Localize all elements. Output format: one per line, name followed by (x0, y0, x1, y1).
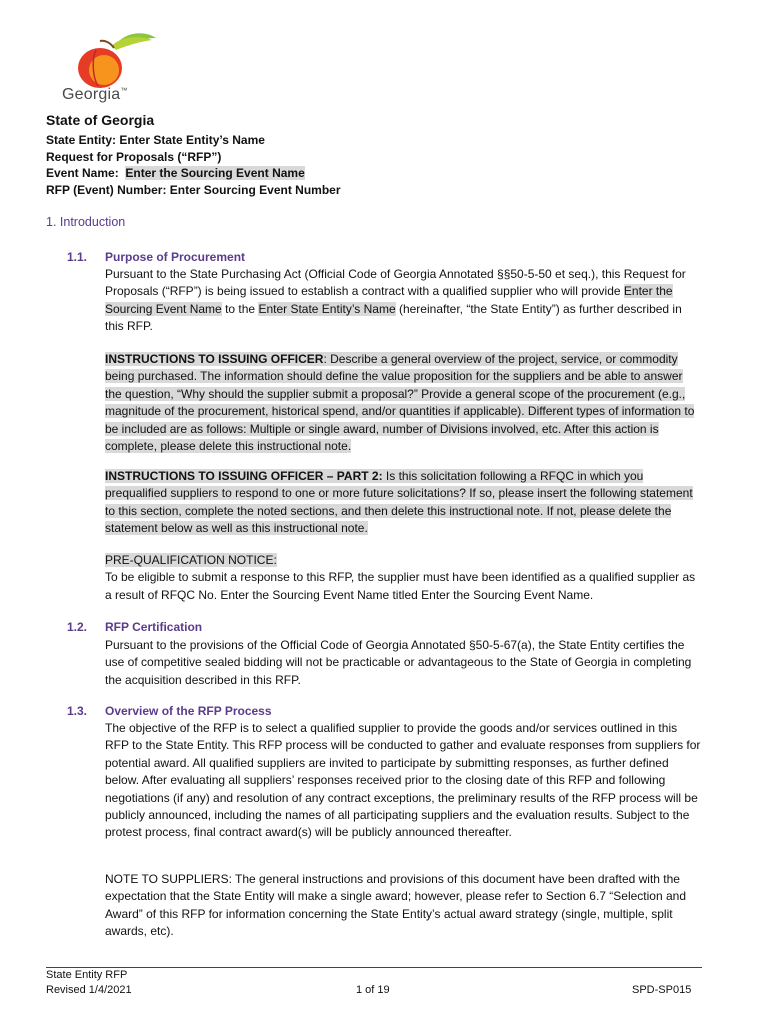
rfp-number-line: RFP (Event) Number: Enter Sourcing Event Number (46, 183, 341, 197)
certification-paragraph: Pursuant to the provisions of the Official Code of Georgia Annotated §50-5-67(a), the State Entity certifies the use of competitive sealed bidding will not be practicable or advantageous to the State of Georgia in completing the acquisition described in this RFP. (105, 638, 692, 687)
state-entity-line: State Entity: Enter State Entity’s Name (46, 133, 265, 147)
instruction-note-1: INSTRUCTIONS TO ISSUING OFFICER: Describe a general overview of the project, service, or commodity being purchased. The information should define the value proposition for the suppliers and be able to answer the question, “Why should the supplier submit a proposal?” Provide a general scope of the procurement (e.g., magnitude of the procurement, historical spend, and/or quantities if applicable). Different types of information to be included are as follows: Multiple or single award, number of Divisions involved, etc. After this action is complete, please delete this instructional note. (105, 352, 695, 454)
section-heading-introduction: 1. Introduction (46, 215, 126, 229)
event-name-label: Event Name: (46, 166, 119, 180)
document-page: Georgia™ State of Georgia State Entity: Enter State Entity’s Name Request for Proposals (“RFP”) Event Name: Enter the Sourcing Event Name RFP (Event) Number: Enter Sourcing Event Number 1. Introduction 1.1. Purpose of Procurement Pursuant to the State Purchasing Act (Official Code of Georgia Annotated §§50-5-50 et seq.), this Request for Proposals (“RFP”) is being issued to establish a contract with a qualified supplier who will provide Enter the Sourcing Event Name to the Enter State Entity’s Name (hereinafter, “the State Entity”) as further described in this RFP. INSTRUCTIONS TO ISSUING OFFICER: Describe a general overview of the project, service, or commodity being purchased. The information should define the value proposition for the suppliers and be able to answer the question, “Why should the supplier submit a proposal?” Provide a general scope of the procurement (e.g., magnitude of the procurement, historical spend, and/or quantities if applicable). Different types of information to be included are as follows: Multiple or single award, number of Divisions involved, etc. After this action is complete, please delete this instructional note. INSTRUCTIONS TO ISSUING OFFICER – PART 2: Is this solicitation following a RFQC in which you prequalified suppliers to respond to one or more future solicitations? If so, please insert the following statement to this section, complete the noted sections, and then delete this instructional note. If not, please delete the statement below as well as this instructional note. PRE-QUALIFICATION NOTICE: To be eligible to submit a response to this RFP, the supplier must have been identified as a qualified supplier as a result of RFQC No. Enter the Sourcing Event Name titled Enter the Sourcing Event Name. 1.2. RFP Certification Pursuant to the provisions of the Official Code of Georgia Annotated §50-5-67(a), the State Entity certifies the use of competitive sealed bidding will not be practicable or advantageous to the State of Georgia in completing the acquisition described in this RFP. 1.3. Overview of the RFP Process The objective of the RFP is to select a qualified supplier to provide the goods and/or services outlined in this RFP to the State Entity. This RFP process will be conducted to gather and evaluate responses from suppliers for potential award. All qualified suppliers are invited to participate by submitting responses, as further defined below. After evaluating all suppliers’ responses received prior to the closing date of this RFP and following negotiations (if any) and resolution of any contract exceptions, the preliminary results of the RFP process will be publicly announced, including the names of all participating suppliers and the evaluation results. Subject to the protest process, final contract award(s) will be publicly announced thereafter. NOTE TO SUPPLIERS: The general instructions and provisions of this document have been drafted with the expectation that the State Entity will make a single award; however, please refer to Section 6.7 “Selection and Award” of this RFP for information concerning the State Entity’s actual award strategy (single, multiple, split awards, etc). State Entity RFP Revised 1/4/2021 1 of 19 SPD-SP015 (0, 0, 770, 1024)
prequalification-notice: PRE-QUALIFICATION NOTICE: To be eligible to submit a response to this RFP, the supplier must have been identified as a qualified supplier as a result of RFQC No. Enter the Sourcing Event Name titled Enter the Sourcing Event Name. (105, 553, 696, 602)
event-name-line (46, 166, 305, 180)
footer-divider (46, 967, 702, 968)
purpose-paragraph: Pursuant to the State Purchasing Act (Official Code of Georgia Annotated §§50-5-50 et seq.), this Request for Proposals (“RFP”) is being issued to establish a contract with a qualified supplier who will provide Enter the Sourcing Event Name to the Enter State Entity’s Name (hereinafter, “the State Entity”) as further described in this RFP. (105, 267, 686, 334)
note-to-suppliers: NOTE TO SUPPLIERS: The general instructions and provisions of this document have been drafted with the expectation that the State Entity will make a single award; however, please refer to Section 6.7 “Selection and Award” of this RFP for information concerning the State Entity’s actual award strategy (single, multiple, split awards, etc). (105, 872, 686, 939)
event-name-value: Enter the Sourcing Event Name (125, 166, 305, 180)
page-title: State of Georgia (46, 112, 155, 128)
instruction-note-2: INSTRUCTIONS TO ISSUING OFFICER – PART 2: Is this solicitation following a RFQC in which you prequalified suppliers to respond to one or more future solicitations? If so, please insert the following statement to this section, complete the noted sections, and then delete this instructional note. If not, please delete the statement below as well as this instructional note. (105, 469, 693, 536)
footer-page-number: 1 of 19 (356, 984, 390, 996)
footer-document-type: State Entity RFP (46, 969, 128, 981)
footer-form-id: SPD-SP015 (632, 984, 692, 996)
rfp-line: Request for Proposals (“RFP”) (46, 150, 222, 164)
overview-paragraph: The objective of the RFP is to select a qualified supplier to provide the goods and/or services outlined in this RFP to the State Entity. This RFP process will be conducted to gather and evaluate responses from suppliers for potential award. All qualified suppliers are invited to participate by submitting responses, as further defined below. After evaluating all suppliers’ responses received prior to the closing date of this RFP and following negotiations (if any) and resolution of any contract exceptions, the preliminary results of the RFP process will be publicly announced, including the names of all participating suppliers and the evaluation results. Subject to the protest process, final contract award(s) will be publicly announced thereafter. (105, 721, 701, 840)
footer-revision-date: Revised 1/4/2021 (46, 984, 132, 996)
logo-wordmark: Georgia™ (62, 86, 128, 103)
